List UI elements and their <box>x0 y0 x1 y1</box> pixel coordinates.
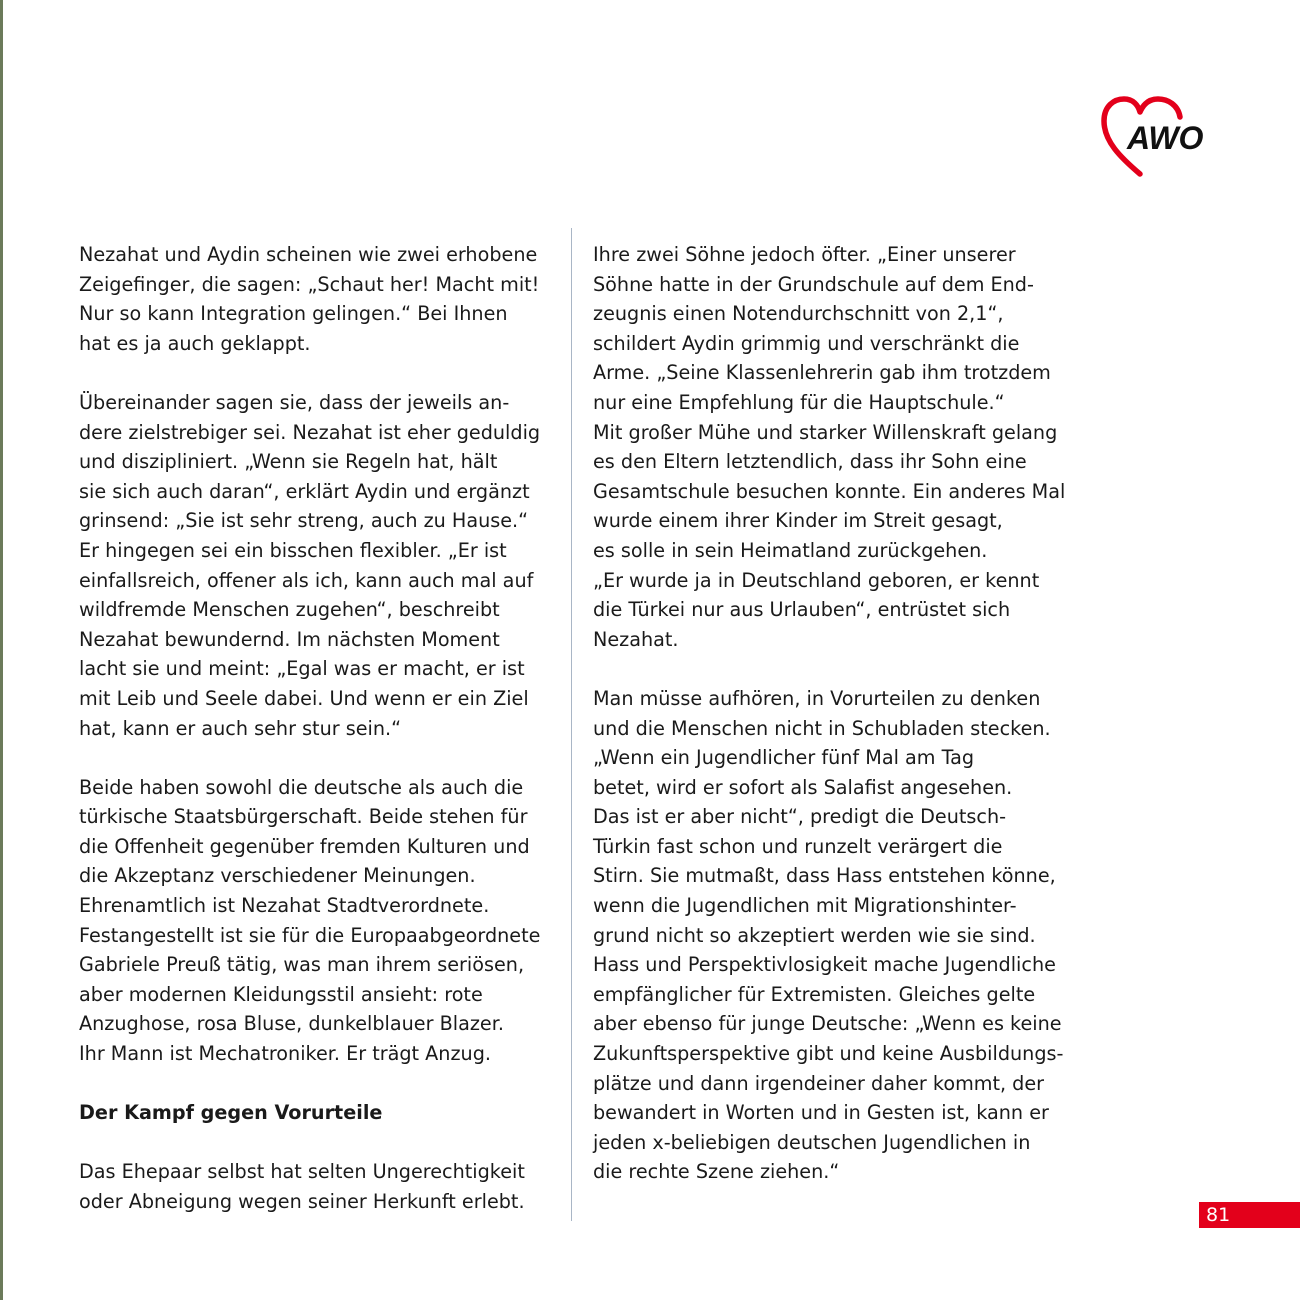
text-line: Hass und Perspektivlosigkeit mache Jugendliche <box>593 953 1056 977</box>
paragraph-gap <box>79 358 557 388</box>
text-line: es den Eltern letztendlich, dass ihr Sohn eine <box>593 450 1027 474</box>
text-line: Anzughose, rosa Bluse, dunkelblauer Blazer. <box>79 1012 504 1036</box>
text-line: die rechte Szene ziehen.“ <box>593 1160 840 1184</box>
awo-logo <box>1100 95 1210 180</box>
text-line: Nur so kann Integration gelingen.“ Bei Ihnen <box>79 302 508 326</box>
text-line: Ehrenamtlich ist Nezahat Stadtverordnete. <box>79 894 490 918</box>
text-line: aber ebenso für junge Deutsche: „Wenn es keine <box>593 1012 1062 1036</box>
text-line: die Offenheit gegenüber fremden Kulturen und <box>79 834 530 858</box>
text-line: Nezahat und Aydin scheinen wie zwei erhobene <box>79 243 538 266</box>
page-number: 81 <box>1206 1204 1231 1226</box>
text-line: hat, kann er auch sehr stur sein.“ <box>79 716 402 740</box>
text-line: und die Menschen nicht in Schubladen stecken. <box>593 716 1051 740</box>
text-line: plätze und dann irgendeiner daher kommt, der <box>593 1071 1045 1095</box>
text-line: Nezahat. <box>593 627 679 651</box>
text-line: „Er wurde ja in Deutschland geboren, er kennt <box>593 568 1040 592</box>
text-line: Stirn. Sie mutmaßt, dass Hass entstehen könne, <box>593 864 1056 888</box>
text-line: wurde einem ihrer Kinder im Streit gesagt, <box>593 509 1003 533</box>
text-line: Das Ehepaar selbst hat selten Ungerechtigkeit <box>79 1160 525 1184</box>
text-line: bewandert in Worten und in Gesten ist, kann er <box>593 1101 1049 1125</box>
text-line: Ihre zwei Söhne jedoch öfter. „Einer unserer <box>593 243 1016 266</box>
text-line: Ihr Mann ist Mechatroniker. Er trägt Anzug. <box>79 1042 491 1066</box>
text-line: türkische Staatsbürgerschaft. Beide stehen für <box>79 805 528 829</box>
text-line: oder Abneigung wegen seiner Herkunft erlebt. <box>79 1190 525 1213</box>
text-line: betet, wird er sofort als Salafist angesehen. <box>593 775 1013 799</box>
column-divider <box>571 228 572 1221</box>
text-line: jeden x-beliebigen deutschen Jugendlichen in <box>593 1130 1031 1154</box>
text-line: sie sich auch daran“, erklärt Aydin und ergänzt <box>79 479 530 503</box>
text-line: wildfremde Menschen zugehen“, beschreibt <box>79 598 500 622</box>
text-line: lacht sie und meint: „Egal was er macht, er ist <box>79 657 525 681</box>
text-line: Festangestellt ist sie für die Europaabgeordnete <box>79 923 541 947</box>
paragraph-gap <box>79 1128 557 1158</box>
text-line: Zukunftsperspektive gibt und keine Ausbildungs- <box>593 1042 1064 1066</box>
text-line: Mit großer Mühe und starker Willenskraft gelang <box>593 420 1058 444</box>
text-line: schildert Aydin grimmig und verschränkt die <box>593 331 1020 355</box>
text-line: Zeigefinger, die sagen: „Schaut her! Macht mit! <box>79 272 540 296</box>
paragraph-gap <box>79 1069 557 1099</box>
text-line: wenn die Jugendlichen mit Migrationshinter- <box>593 894 1017 918</box>
text-line: und diszipliniert. „Wenn sie Regeln hat, hält <box>79 450 498 474</box>
text-line: Arme. „Seine Klassenlehrerin gab ihm trotzdem <box>593 361 1051 385</box>
text-line: die Türkei nur aus Urlauben“, entrüstet sich <box>593 598 1011 622</box>
text-line: Das ist er aber nicht“, predigt die Deutsch- <box>593 805 1007 829</box>
logo-text: AWO <box>1127 120 1204 156</box>
text-line: Türkin fast schon und runzelt verärgert die <box>593 834 1003 858</box>
text-line: einfallsreich, offener als ich, kann auch mal auf <box>79 568 534 592</box>
text-line: grinsend: „Sie ist sehr streng, auch zu Hause.“ <box>79 509 529 533</box>
text-line: empfänglicher für Extremisten. Gleiches gelte <box>593 982 1036 1006</box>
left-text-column <box>79 240 557 1217</box>
section-heading: Der Kampf gegen Vorurteile <box>79 1101 383 1125</box>
text-line: zeugnis einen Notendurchschnitt von 2,1“, <box>593 302 1004 326</box>
text-line: aber modernen Kleidungsstil ansieht: rote <box>79 982 483 1006</box>
text-line: hat es ja auch geklappt. <box>79 331 311 355</box>
page-left-edge <box>0 0 3 1300</box>
text-line: Man müsse aufhören, in Vorurteilen zu denken <box>593 686 1041 710</box>
text-line: Gabriele Preuß tätig, was man ihrem seriösen, <box>79 953 525 977</box>
paragraph-gap <box>593 654 1073 684</box>
text-line: Söhne hatte in der Grundschule auf dem End- <box>593 272 1034 296</box>
text-line: dere zielstrebiger sei. Nezahat ist eher geduldig <box>79 420 541 444</box>
text-line: Beide haben sowohl die deutsche als auch die <box>79 775 524 799</box>
text-line: Nezahat bewundernd. Im nächsten Moment <box>79 627 500 651</box>
text-line: Übereinander sagen sie, dass der jeweils an- <box>79 390 510 414</box>
heart-outline-icon <box>1100 95 1210 180</box>
right-text-column <box>593 240 1073 1187</box>
text-line: Gesamtschule besuchen konnte. Ein anderes Mal <box>593 479 1066 503</box>
text-line: „Wenn ein Jugendlicher fünf Mal am Tag <box>593 746 975 770</box>
text-line: die Akzeptanz verschiedener Meinungen. <box>79 864 476 888</box>
text-line: es solle in sein Heimatland zurückgehen. <box>593 538 988 562</box>
text-line: mit Leib und Seele dabei. Und wenn er ein Ziel <box>79 686 529 710</box>
text-line: Er hingegen sei ein bisschen flexibler. „Er ist <box>79 538 507 562</box>
text-line: nur eine Empfehlung für die Hauptschule.“ <box>593 390 1005 414</box>
text-line: grund nicht so akzeptiert werden wie sie sind. <box>593 923 1036 947</box>
paragraph-gap <box>79 743 557 773</box>
